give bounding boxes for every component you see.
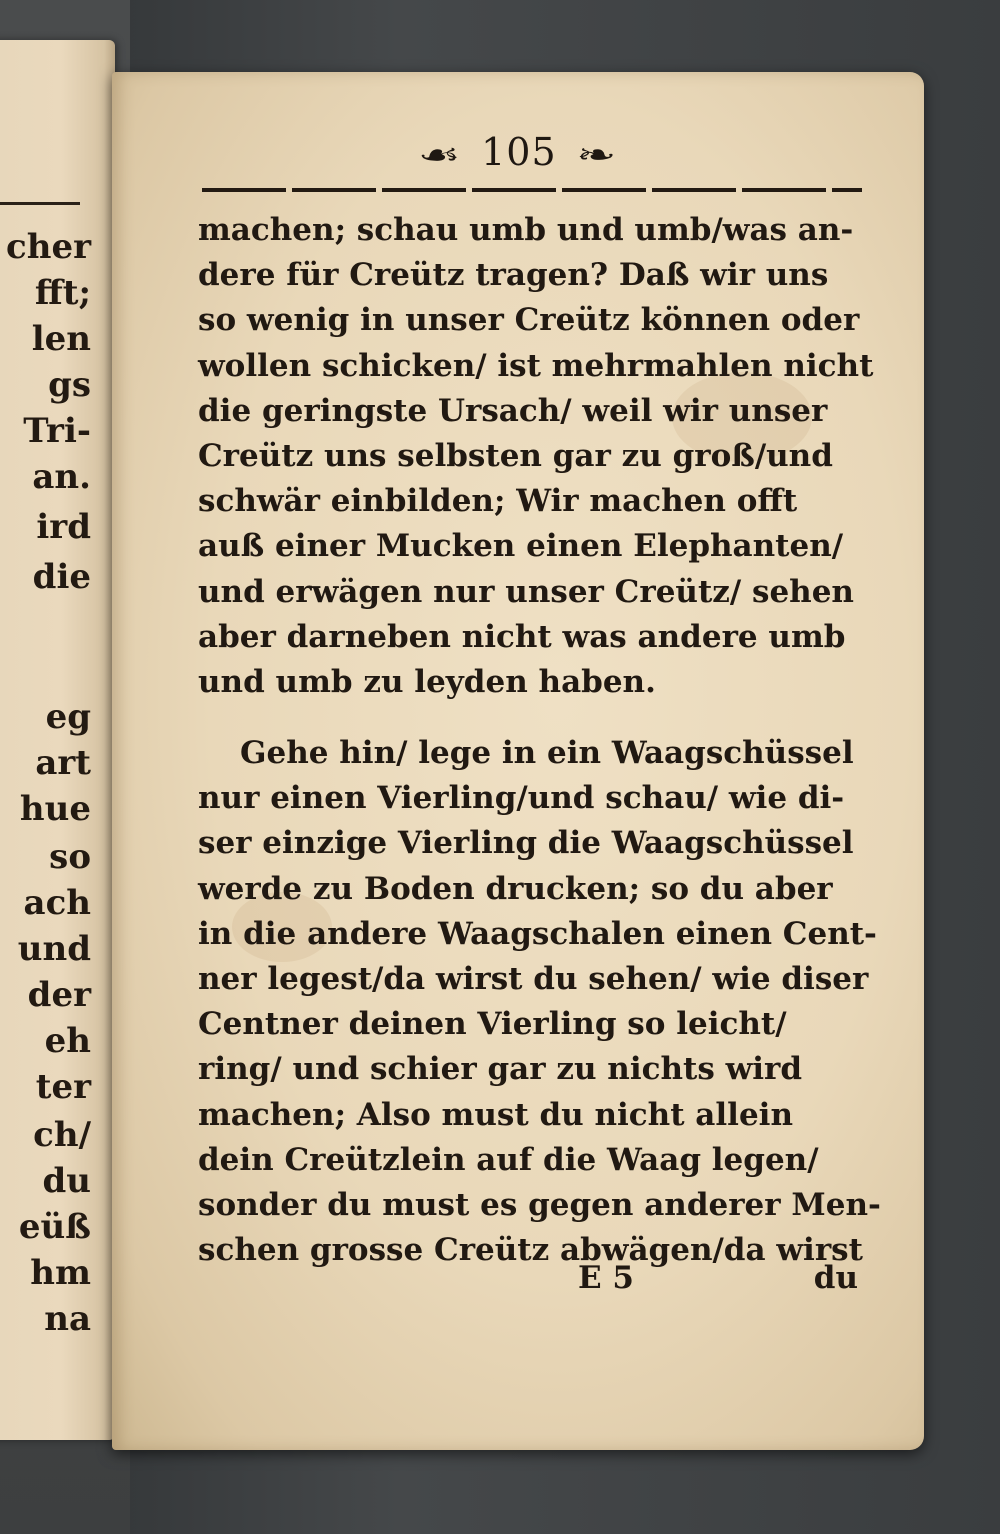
left-page-fragment: eg xyxy=(45,697,91,737)
text-line: dein Creützlein auf die Waag legen/ xyxy=(198,1141,819,1178)
text-line: machen; schau umb und umb/was an- xyxy=(198,212,854,248)
left-page-fragment: ter xyxy=(35,1067,91,1107)
left-page-fragment: na xyxy=(44,1299,91,1339)
header-rule xyxy=(202,188,862,192)
text-line: und erwägen nur unser Creütz/ sehen xyxy=(198,573,854,610)
text-line: in die andere Waagschalen einen Cent- xyxy=(198,915,877,952)
paragraph-1 xyxy=(198,208,874,705)
left-page-fragment: du xyxy=(42,1161,91,1201)
text-line: machen; Also must du nicht allein xyxy=(198,1096,793,1133)
left-page-fragment: gs xyxy=(48,365,91,405)
left-page-fragment: Tri- xyxy=(23,411,91,451)
paragraph-2 xyxy=(198,731,881,1273)
left-page-fragment: so xyxy=(49,837,91,877)
right-page xyxy=(112,72,924,1450)
text-line: so wenig in unser Creütz können oder xyxy=(198,302,860,339)
text-line: sonder du must es gegen anderer Men- xyxy=(198,1186,881,1223)
text-line: ner legest/da wirst du sehen/ wie diser xyxy=(198,961,869,997)
catchword: du xyxy=(813,1260,858,1296)
text-line: schwär einbilden; Wir machen offt xyxy=(198,483,798,520)
left-page-fragment: der xyxy=(27,975,91,1015)
text-line: Centner deinen Vierling so leicht/ xyxy=(198,1006,787,1043)
signature-mark: E 5 xyxy=(578,1260,634,1296)
left-page-fragment: cher xyxy=(6,227,91,267)
page-number: 105 xyxy=(481,130,557,174)
left-page-fragment: und xyxy=(17,929,91,969)
left-page-fragment: hue xyxy=(19,789,91,829)
text-line: nur einen Vierling/und schau/ wie di- xyxy=(198,780,845,817)
text-line: Gehe hin/ lege in ein Waagschüssel xyxy=(240,735,854,772)
text-line: ring/ und schier gar zu nichts wird xyxy=(198,1051,803,1088)
left-page-fragment: hm xyxy=(30,1253,91,1293)
text-line: schen grosse Creütz abwägen/da wirst xyxy=(198,1232,863,1269)
left-page-fragment: ird xyxy=(36,507,91,547)
left-page-fragment: an. xyxy=(32,457,91,497)
left-page-fragment: ch/ xyxy=(33,1115,91,1155)
text-line: wollen schicken/ ist mehrmahlen nicht xyxy=(198,347,874,384)
left-page-fragment: fft; xyxy=(34,273,91,313)
text-line: und umb zu leyden haben. xyxy=(198,663,656,700)
left-page-header-rule xyxy=(0,202,80,205)
left-page-fragment: die xyxy=(32,557,91,597)
left-facing-page xyxy=(0,40,115,1440)
text-line: dere für Creütz tragen? Daß wir uns xyxy=(198,257,829,294)
ornament-right-icon: ❧ xyxy=(575,138,618,173)
page-header xyxy=(112,130,924,174)
text-line: Creütz uns selbsten gar zu groß/und xyxy=(198,437,833,474)
left-page-fragment: eh xyxy=(44,1021,91,1061)
text-line: auß einer Mucken einen Elephanten/ xyxy=(198,528,844,565)
left-page-fragment: ach xyxy=(23,883,91,923)
text-line: aber darneben nicht was andere umb xyxy=(198,618,846,655)
left-page-fragment: eüß xyxy=(18,1207,91,1247)
left-page-fragment: art xyxy=(35,743,91,783)
text-line: werde zu Boden drucken; so du aber xyxy=(198,870,833,907)
page-body xyxy=(198,208,881,1273)
text-line: die geringste Ursach/ weil wir unser xyxy=(198,392,828,429)
ornament-left-icon: ☙ xyxy=(417,138,463,173)
left-page-fragment: len xyxy=(31,319,91,359)
text-line: ser einzige Vierling die Waagschüssel xyxy=(198,825,854,862)
